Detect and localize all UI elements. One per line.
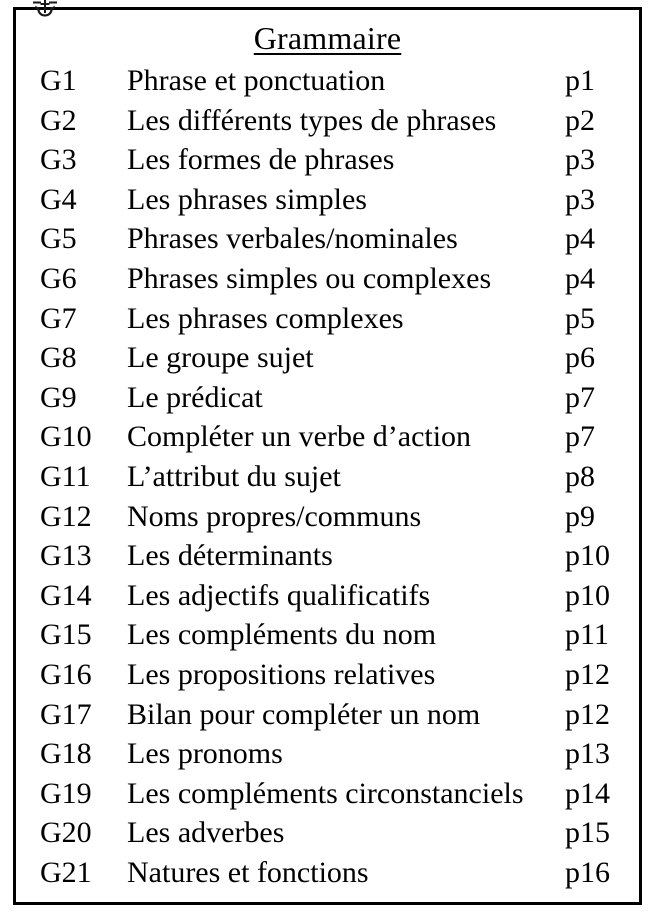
entry-title: Les déterminants [127, 539, 333, 573]
entry-title: Noms propres/communs [127, 499, 422, 533]
entry-page: p9 [565, 499, 595, 533]
entry-title: Les phrases complexes [127, 301, 404, 335]
entry-code: G5 [40, 222, 77, 256]
entry-title: Le groupe sujet [127, 341, 314, 375]
entry-title: Les adverbes [127, 816, 285, 850]
entry-title: Les différents types de phrases [127, 103, 497, 137]
entry-page: p12 [565, 657, 610, 691]
entry-title: L’attribut du sujet [127, 459, 341, 493]
table-row [16, 813, 639, 853]
entry-page: p7 [565, 380, 595, 414]
table-row [16, 536, 639, 576]
table-row [16, 655, 639, 695]
entry-title: Natures et fonctions [127, 855, 369, 889]
entry-code: G13 [40, 539, 92, 573]
table-row [16, 734, 639, 774]
entry-page: p1 [565, 64, 595, 97]
table-row [16, 497, 639, 537]
entry-page: p5 [565, 301, 595, 335]
table-row [16, 140, 639, 180]
entry-title: Le prédicat [127, 380, 263, 414]
entry-page: p10 [565, 578, 610, 612]
entry-code: G9 [40, 380, 77, 414]
entry-page: p7 [565, 420, 595, 454]
entry-code: G10 [40, 420, 92, 454]
entry-code: G15 [40, 618, 92, 652]
entry-page: p3 [565, 143, 595, 177]
table-row [16, 299, 639, 339]
entry-title: Les propositions relatives [127, 657, 436, 691]
entry-code: G16 [40, 657, 92, 691]
table-row [16, 61, 639, 101]
table-row [16, 774, 639, 814]
table-row [16, 576, 639, 616]
table-row [16, 378, 639, 418]
table-row [16, 338, 639, 378]
table-row [16, 219, 639, 259]
entry-page: p12 [565, 697, 610, 731]
entry-title: Bilan pour compléter un nom [127, 697, 481, 731]
anchor-icon [33, 0, 57, 21]
entry-code: G17 [40, 697, 92, 731]
entry-code: G14 [40, 578, 92, 612]
page-title-text: Grammaire [253, 20, 402, 56]
entry-page: p16 [565, 855, 610, 889]
entry-title: Les compléments circonstanciels [127, 776, 524, 810]
entry-page: p6 [565, 341, 595, 375]
entry-page: p11 [565, 618, 609, 652]
entry-code: G8 [40, 341, 77, 375]
content-frame [13, 7, 642, 905]
entry-title: Les adjectifs qualificatifs [127, 578, 431, 612]
entry-page: p8 [565, 459, 595, 493]
entry-code: G1 [40, 64, 77, 97]
entry-code: G12 [40, 499, 92, 533]
entry-code: G2 [40, 103, 77, 137]
entry-page: p14 [565, 776, 610, 810]
entry-code: G4 [40, 182, 77, 216]
table-row [16, 457, 639, 497]
entry-page: p2 [565, 103, 595, 137]
entry-code: G3 [40, 143, 77, 177]
entry-title: Phrases verbales/nominales [127, 222, 458, 256]
table-row [16, 695, 639, 735]
table-row [16, 259, 639, 299]
entry-title: Les pronoms [127, 737, 283, 771]
table-row [16, 853, 639, 893]
entry-title: Phrase et ponctuation [127, 64, 386, 97]
entry-page: p4 [565, 222, 595, 256]
page-title [16, 22, 639, 54]
entry-code: G21 [40, 855, 92, 889]
entry-title: Compléter un verbe d’action [127, 420, 472, 454]
entry-page: p10 [565, 539, 610, 573]
table-of-contents [16, 61, 639, 892]
entry-code: G18 [40, 737, 92, 771]
entry-title: Les compléments du nom [127, 618, 437, 652]
entry-title: Les phrases simples [127, 182, 367, 216]
entry-page: p13 [565, 737, 610, 771]
entry-code: G19 [40, 776, 92, 810]
entry-code: G7 [40, 301, 77, 335]
table-row [16, 180, 639, 220]
entry-page: p15 [565, 816, 610, 850]
table-row [16, 417, 639, 457]
entry-code: G6 [40, 261, 77, 295]
entry-title: Phrases simples ou complexes [127, 261, 492, 295]
table-row [16, 615, 639, 655]
entry-page: p3 [565, 182, 595, 216]
entry-page: p4 [565, 261, 595, 295]
entry-title: Les formes de phrases [127, 143, 395, 177]
entry-code: G11 [40, 459, 91, 493]
entry-code: G20 [40, 816, 92, 850]
table-row [16, 101, 639, 141]
